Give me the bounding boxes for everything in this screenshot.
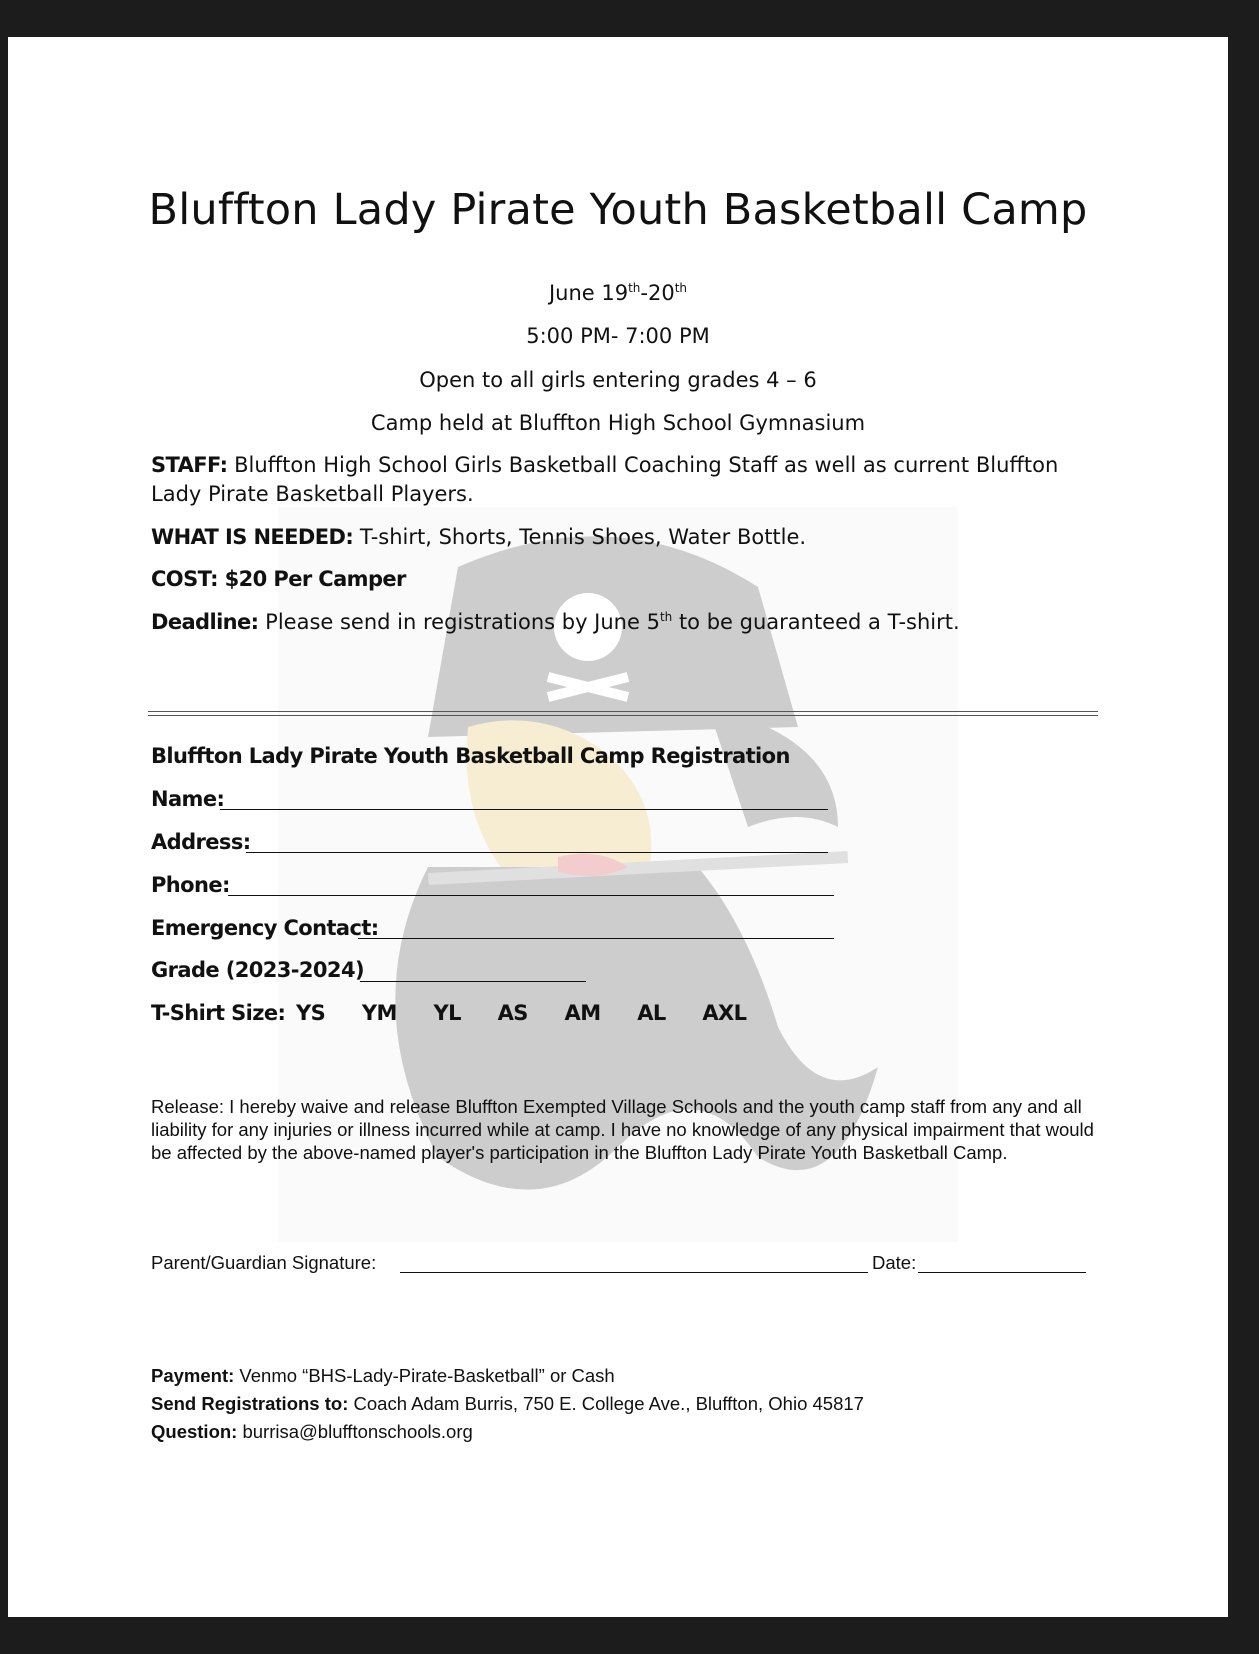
camp-location: Camp held at Bluffton High School Gymnasium [370,411,866,435]
address-field-line[interactable] [246,852,828,853]
deadline-text: Please send in registrations by June 5 [265,610,660,634]
size-option[interactable]: YM [361,1001,397,1025]
size-option[interactable]: AXL [702,1001,747,1025]
camp-time: 5:00 PM- 7:00 PM [526,324,710,348]
name-label: Name: [151,787,225,811]
registration-heading: Bluffton Lady Pirate Youth Basketball Camp Registration [151,744,790,768]
signature-label: Parent/Guardian Signature: [151,1252,377,1273]
name-field-line[interactable] [220,809,828,810]
address-label: Address: [151,830,251,854]
deadline-label: Deadline: [151,610,259,634]
size-option[interactable]: AS [497,1001,528,1025]
staff-line-2: Lady Pirate Basketball Players. [151,482,474,506]
eligibility: Open to all girls entering grades 4 – 6 [419,368,817,392]
size-option[interactable]: YL [433,1001,461,1025]
staff-line-1 [151,453,1058,477]
what-is-needed [151,525,806,549]
page-title: Bluffton Lady Pirate Youth Basketball Camp [148,185,1088,235]
phone-label: Phone: [151,873,230,897]
send-to-label: Send Registrations to: [151,1393,349,1414]
date-label: Date: [872,1252,917,1273]
date-field-line[interactable] [918,1272,1086,1273]
staff-text: Bluffton High School Girls Basketball Coaching Staff as well as current Bluffton [234,453,1059,477]
camp-dates: June 19th-20th [548,281,688,305]
grade-label: Grade (2023-2024) [151,958,364,982]
flyer-page [8,37,1228,1617]
release-statement: Release: I hereby waive and release Bluffton Exempted Village Schools and the youth camp staff from any and all liability for any injuries or illness incurred while at camp. I have no knowledge of any physical impairment that would be affected by the above-named player's participation in the Bluffton Lady Pirate Youth Basketball Camp. [151,1096,1094,1163]
needed-label: WHAT IS NEEDED: [151,525,354,549]
grade-field-line[interactable] [360,981,586,982]
size-option[interactable]: YS [296,1001,326,1025]
question-email[interactable]: burrisa@blufftonschools.org [242,1421,473,1442]
emergency-contact-field-line[interactable] [358,938,834,939]
size-option[interactable]: AL [637,1001,666,1025]
cost-text: $20 Per Camper [224,567,406,591]
question-label: Question: [151,1421,238,1442]
payment-info [151,1365,615,1387]
tshirt-size-label: T-Shirt Size: [151,1001,286,1025]
needed-text: T-shirt, Shorts, Tennis Shoes, Water Bottle. [359,525,807,549]
staff-label: STAFF: [151,453,228,477]
phone-field-line[interactable] [228,895,834,896]
question-info [151,1421,473,1443]
cost-label: COST: [151,567,218,591]
send-to-text: Coach Adam Burris, 750 E. College Ave., Bluffton, Ohio 45817 [353,1393,864,1414]
tshirt-size-row [151,1001,746,1025]
send-registrations-info [151,1393,864,1415]
payment-label: Payment: [151,1365,235,1386]
size-option[interactable]: AM [564,1001,601,1025]
payment-text: Venmo “BHS-Lady-Pirate-Basketball” or Cash [239,1365,615,1386]
section-separator [148,711,1098,716]
emergency-contact-label: Emergency Contact: [151,916,379,940]
deadline: Deadline: Please send in registrations by June 5th to be guaranteed a T-shirt. [151,610,960,634]
signature-field-line[interactable] [400,1272,868,1273]
cost [151,567,406,591]
